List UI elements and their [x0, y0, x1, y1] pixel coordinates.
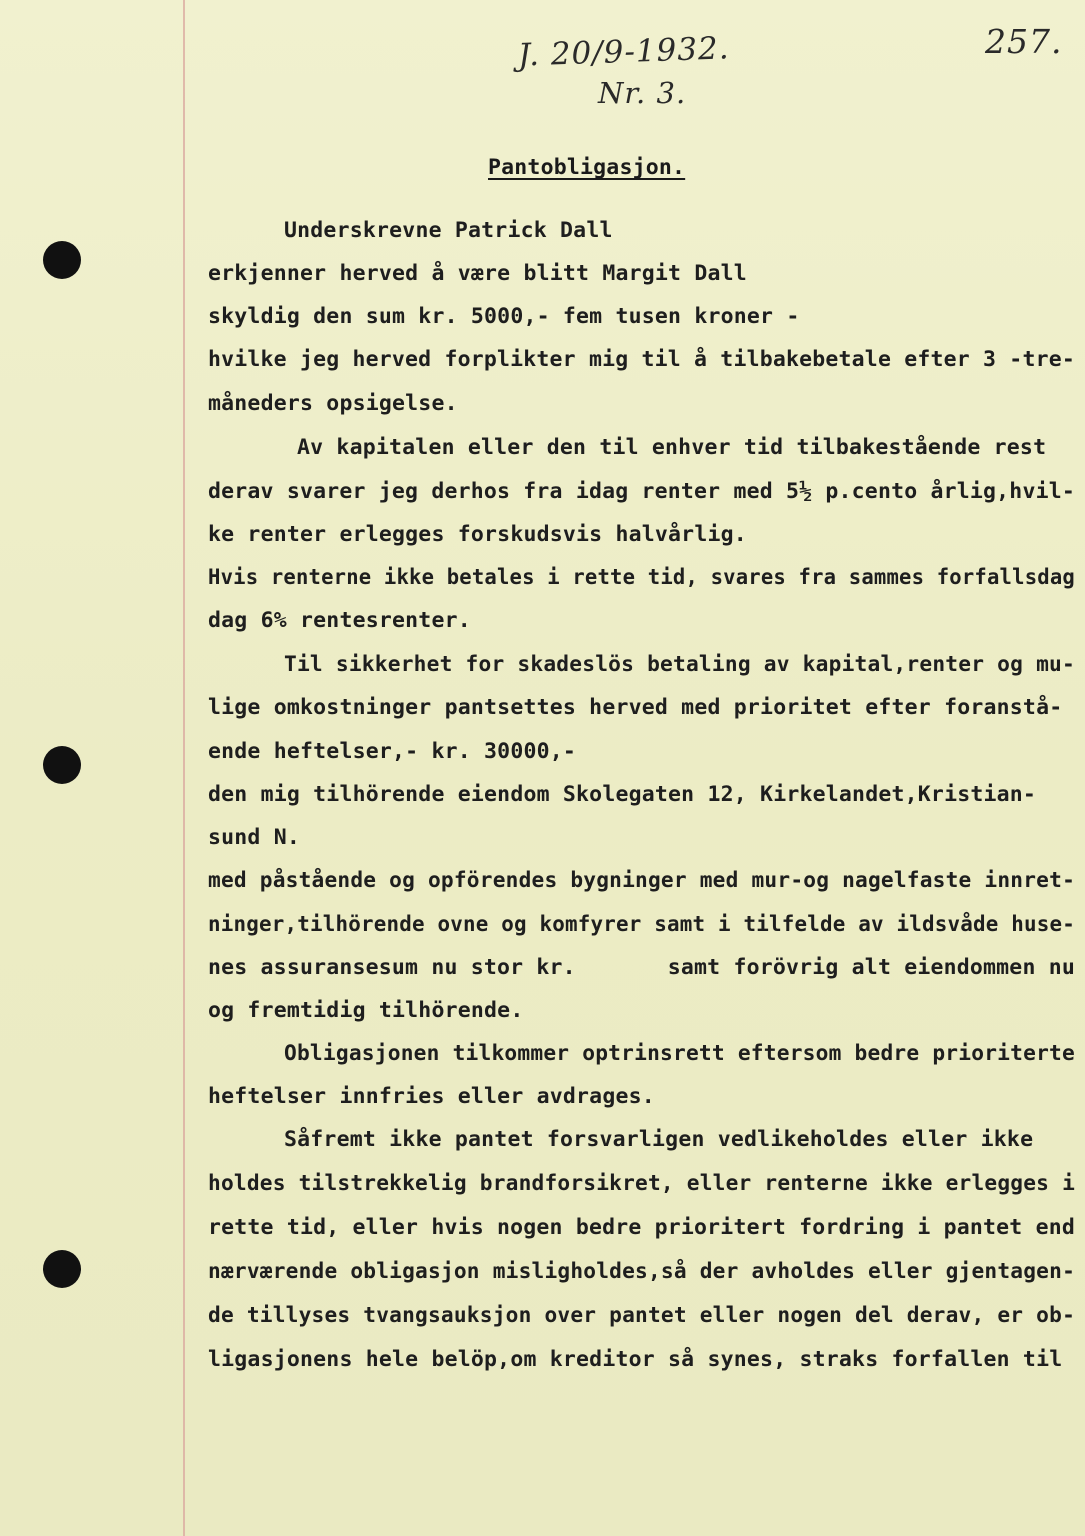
text-line: den mig tilhörende eiendom Skolegaten 12, Kirkelandet,Kristian- — [208, 782, 1037, 807]
text-line: dag 6% rentesrenter. — [208, 608, 471, 633]
text-line: ligasjonens hele belöp,om kreditor så synes, straks forfallen til — [208, 1347, 1063, 1372]
text-line: heftelser innfries eller avdrages. — [208, 1084, 655, 1109]
text-line: derav svarer jeg derhos fra idag renter med 5½ p.cento årlig,hvil- — [208, 479, 1075, 504]
text-line: nes assuransesum nu stor kr. samt forövrig alt eiendommen nu — [208, 955, 1075, 980]
text-line: ke renter erlegges forskudsvis halvårlig. — [208, 522, 747, 547]
text-line: holdes tilstrekkelig brandforsikret, eller renterne ikke erlegges i — [208, 1171, 1076, 1196]
handwritten-page-number: 257. — [985, 22, 1063, 61]
text-line: Hvis renterne ikke betales i rette tid, svares fra sammes forfallsdag — [208, 565, 1075, 590]
text-line: Til sikkerhet for skadeslös betaling av kapital,renter og mu- — [284, 652, 1075, 677]
text-line: med påstående og opförendes bygninger med mur-og nagelfaste innret- — [208, 868, 1076, 893]
document-title: Pantobligasjon. — [488, 155, 686, 180]
text-line: Såfremt ikke pantet forsvarligen vedlikeholdes eller ikke — [284, 1127, 1034, 1152]
text-line: sund N. — [208, 825, 301, 850]
text-line: Av kapitalen eller den til enhver tid tilbakestående rest — [297, 435, 1047, 460]
text-line: måneders opsigelse. — [208, 391, 458, 416]
margin-line — [183, 0, 185, 1536]
text-line: nærværende obligasjon misligholdes,så der avholdes eller gjentagen- — [208, 1259, 1076, 1284]
punch-hole — [43, 1250, 81, 1288]
handwritten-number: Nr. 3. — [598, 76, 687, 110]
text-line: de tillyses tvangsauksjon over pantet eller nogen del derav, er ob- — [208, 1303, 1076, 1328]
text-line: lige omkostninger pantsettes herved med prioritet efter foranstå- — [208, 695, 1063, 720]
text-line: skyldig den sum kr. 5000,- fem tusen kroner - — [208, 304, 800, 329]
punch-hole — [43, 746, 81, 784]
text-line: og fremtidig tilhörende. — [208, 998, 524, 1023]
text-line: Obligasjonen tilkommer optrinsrett eftersom bedre prioriterte — [284, 1041, 1075, 1066]
punch-hole — [43, 241, 81, 279]
text-line: Underskrevne Patrick Dall — [284, 218, 613, 243]
text-line: hvilke jeg herved forplikter mig til å tilbakebetale efter 3 -tre- — [208, 347, 1075, 372]
handwritten-date: J. 20/9-1932. — [517, 30, 731, 74]
text-line: ende heftelser,- kr. 30000,- — [208, 739, 577, 764]
text-line: rette tid, eller hvis nogen bedre prioritert fordring i pantet end — [208, 1215, 1075, 1240]
text-line: erkjenner herved å være blitt Margit Dall — [208, 261, 747, 286]
text-line: ninger,tilhörende ovne og komfyrer samt i tilfelde av ildsvåde huse- — [208, 912, 1075, 937]
